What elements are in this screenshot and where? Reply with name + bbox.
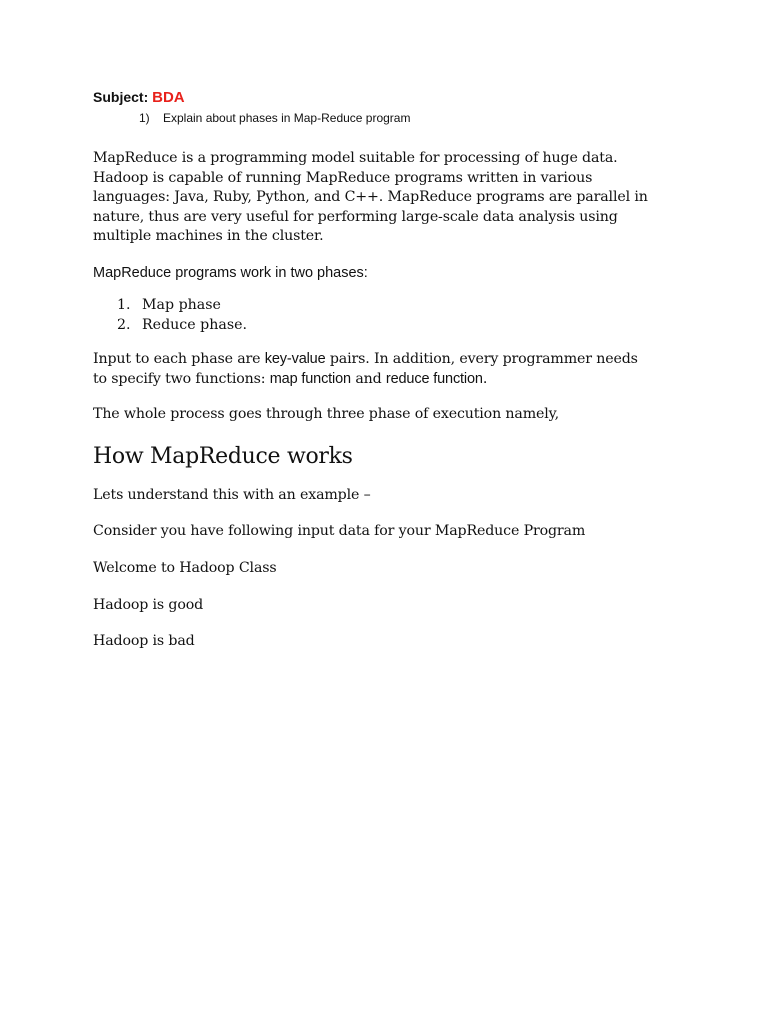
list-item [93, 315, 693, 335]
example-input-line: Hadoop is bad [93, 633, 195, 650]
process-line: The whole process goes through three phase of execution namely, [93, 406, 559, 423]
input-paragraph [93, 350, 693, 389]
intro-line: nature, thus are very useful for performing large-scale data analysis using [93, 208, 618, 225]
example-input-line: Welcome to Hadoop Class [93, 559, 277, 576]
reduce-function-term: reduce function [385, 370, 483, 387]
subject-line [93, 86, 693, 109]
key-value-term: key-value [264, 350, 326, 367]
phases-heading: MapReduce programs work in two phases: [93, 264, 368, 281]
question-text: Explain about phases in Map-Reduce program [163, 111, 411, 125]
input-prefix: Input to each phase are [93, 350, 265, 367]
list-number: 2. [117, 316, 131, 333]
input-mid2: to specify two functions: [93, 370, 270, 387]
input-line-2 [93, 370, 693, 390]
subject-label: Subject: [93, 89, 149, 105]
input-line-1 [93, 350, 693, 370]
input-and: and [350, 370, 386, 387]
subject-value: BDA [152, 89, 185, 106]
intro-line: multiple machines in the cluster. [93, 228, 324, 245]
section-heading: How MapReduce works [93, 443, 353, 469]
intro-line: MapReduce is a programming model suitable for processing of huge data. [93, 150, 618, 166]
document-page [93, 86, 693, 652]
question-line [139, 109, 693, 127]
example-intro: Lets understand this with an example – [93, 486, 371, 503]
list-label: Map phase [142, 296, 221, 313]
intro-line: Hadoop is capable of running MapReduce programs written in various [93, 169, 593, 186]
question-number: 1) [139, 111, 150, 125]
list-label: Reduce phase. [142, 316, 248, 333]
map-function-term: map function [269, 370, 351, 387]
input-mid1: pairs. In addition, every programmer needs [325, 350, 638, 367]
intro-paragraph [93, 149, 693, 247]
example-input-line: Hadoop is good [93, 596, 204, 613]
example-consider: Consider you have following input data for your MapReduce Program [93, 523, 586, 540]
phases-list [93, 295, 693, 335]
list-item [93, 295, 693, 315]
intro-line: languages: Java, Ruby, Python, and C++. MapReduce programs are parallel in [93, 189, 648, 206]
input-end: . [482, 370, 488, 387]
list-number: 1. [117, 296, 131, 313]
